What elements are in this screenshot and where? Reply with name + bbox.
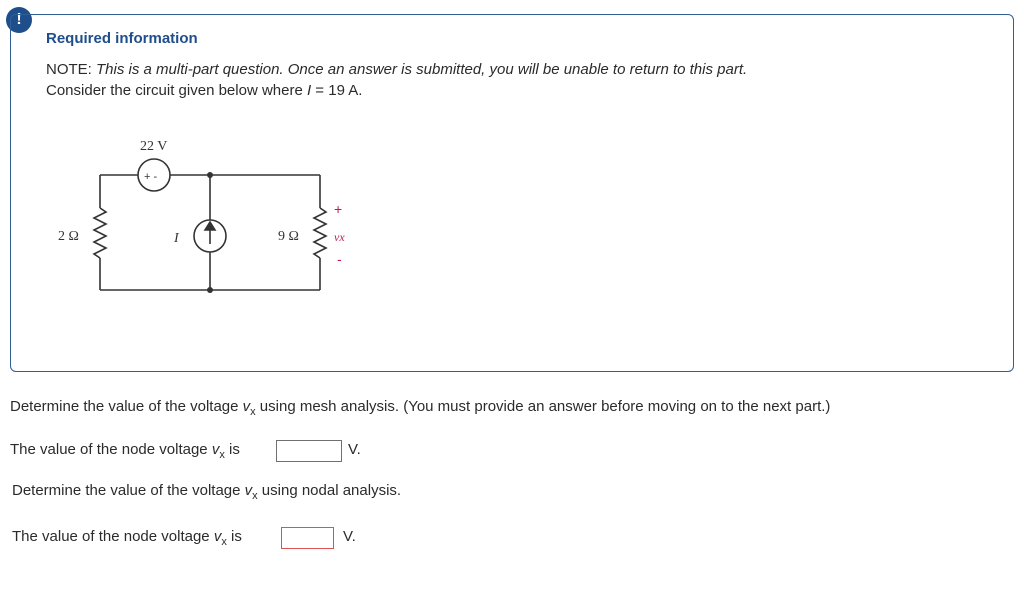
vx-plus-label: + xyxy=(334,201,343,217)
up-arrow-icon xyxy=(205,222,215,244)
vx-label: vx xyxy=(334,230,345,244)
part1-prompt: Determine the value of the voltage $v_x$ using mesh analysis. (You must provide an answer before moving on to the next part.) xyxy=(10,398,831,418)
part1-answer-label: The value of the node voltage $v_x$ is xyxy=(10,441,240,461)
source-voltage-label: 22 V xyxy=(140,139,168,154)
part2-prompt: Determine the value of the voltage $v_x$ using nodal analysis. xyxy=(12,482,402,502)
part1-unit: V. xyxy=(348,441,361,458)
circuit-diagram xyxy=(40,120,360,300)
source-polarity-label: + - xyxy=(144,171,158,183)
note-text: NOTE: This is a multi-part question. Once an answer is submitted, you will be unable to return to this part. xyxy=(46,61,748,78)
junction-dot xyxy=(207,172,213,178)
resistor-right-label: 9 Ω xyxy=(278,229,299,244)
circuit-statement: Consider the circuit given below where I = 19 A. xyxy=(46,82,363,99)
part2-answer-label: The value of the node voltage $v_x$ is xyxy=(12,528,242,548)
part2-unit: V. xyxy=(343,528,356,545)
current-source-label: I xyxy=(174,231,179,246)
resistor-left-label: 2 Ω xyxy=(58,229,79,244)
junction-dot xyxy=(207,287,213,293)
exclamation-icon: ! xyxy=(16,11,22,28)
required-info-title: Required information xyxy=(46,30,198,47)
vx-minus-label: - xyxy=(337,251,342,267)
note-italic: This is a multi-part question. Once an answer is submitted, you will be unable to return to this part. xyxy=(96,61,748,78)
part1-answer-input[interactable] xyxy=(276,440,342,462)
part2-answer-input[interactable] xyxy=(281,527,334,549)
